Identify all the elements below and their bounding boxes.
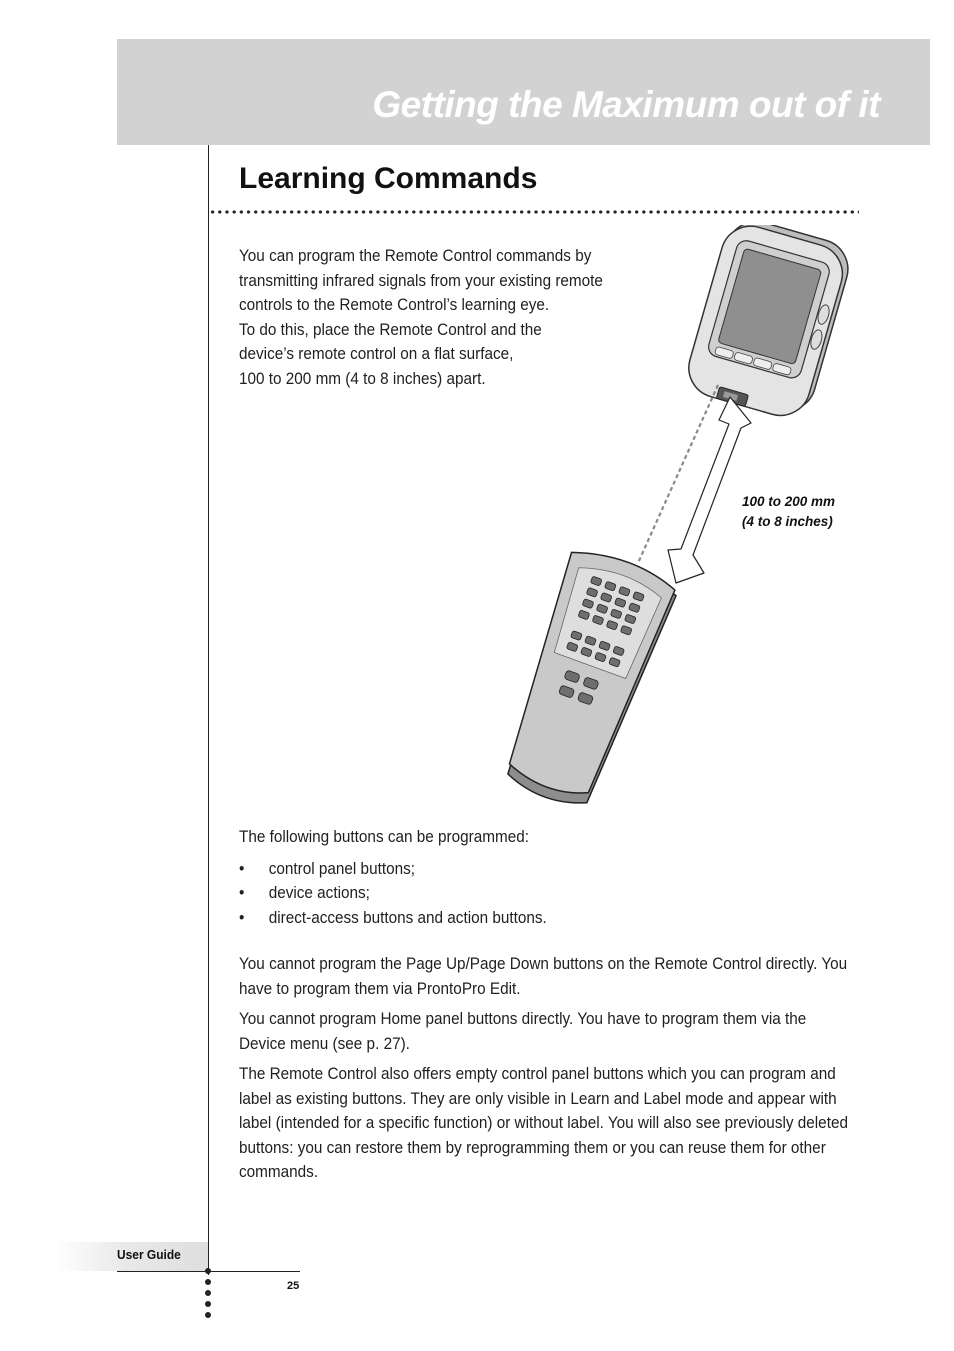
dot [205,1301,211,1307]
section-title: Learning Commands [239,162,538,195]
dot [205,1312,211,1318]
list-intro: The following buttons can be programmed: [239,827,530,846]
dotted-divider [209,210,859,214]
touchscreen-remote-icon [682,225,855,424]
intro-line: device’s remote control on a flat surface, [239,344,514,363]
bullet-icon: • [239,858,245,878]
list-item-text: device actions; [268,883,370,902]
paragraph-home-panel: You cannot program Home panel buttons directly. You have to program them via the Device menu (see p. 27). [239,1009,807,1053]
list-item [239,857,851,882]
body-text [239,825,851,1191]
decorative-dots [203,1268,213,1328]
dot [205,1279,211,1285]
intro-line: controls to the Remote Control’s learning eye. [239,295,550,314]
list-item-text: direct-access buttons and action buttons. [268,907,547,927]
list-item-text: control panel buttons; [268,858,416,878]
distance-label-mm: 100 to 200 mm [742,494,836,509]
bullet-icon: • [239,907,245,927]
intro-line: You can program the Remote Control commands by [239,246,592,265]
list-item [239,881,851,906]
bullet-icon: • [239,883,245,902]
intro-line: transmitting infrared signals from your existing remote [239,270,603,290]
intro-line: To do this, place the Remote Control and the [239,319,542,339]
distance-label [742,492,835,532]
footer-label: User Guide [117,1247,181,1262]
paragraph-empty-buttons: The Remote Control also offers empty control panel buttons which you can program and label as existing buttons. They are only visible in Learn and Label mode and appear with label (intended for a specific function) or without label. You will also see previously deleted buttons: you can restore them by reprogramming them or you can reuse them for other commands. [239,1064,848,1181]
paragraph-page-buttons: You cannot program the Page Up/Page Down buttons on the Remote Control directly. You have to program them via ProntoPro Edit. [239,954,848,998]
intro-line: 100 to 200 mm (4 to 8 inches) apart. [239,368,486,388]
distance-label-inches: (4 to 8 inches) [742,514,833,529]
dot [205,1290,211,1296]
distance-arrow-icon [668,397,751,583]
dot [205,1268,211,1274]
vertical-rule [208,145,209,1275]
page-number: 25 [287,1280,300,1292]
handheld-remote-icon [500,543,681,805]
chapter-title: Getting the Maximum out of it [372,84,880,125]
list-item [239,906,851,931]
programmable-buttons-list [239,857,851,931]
